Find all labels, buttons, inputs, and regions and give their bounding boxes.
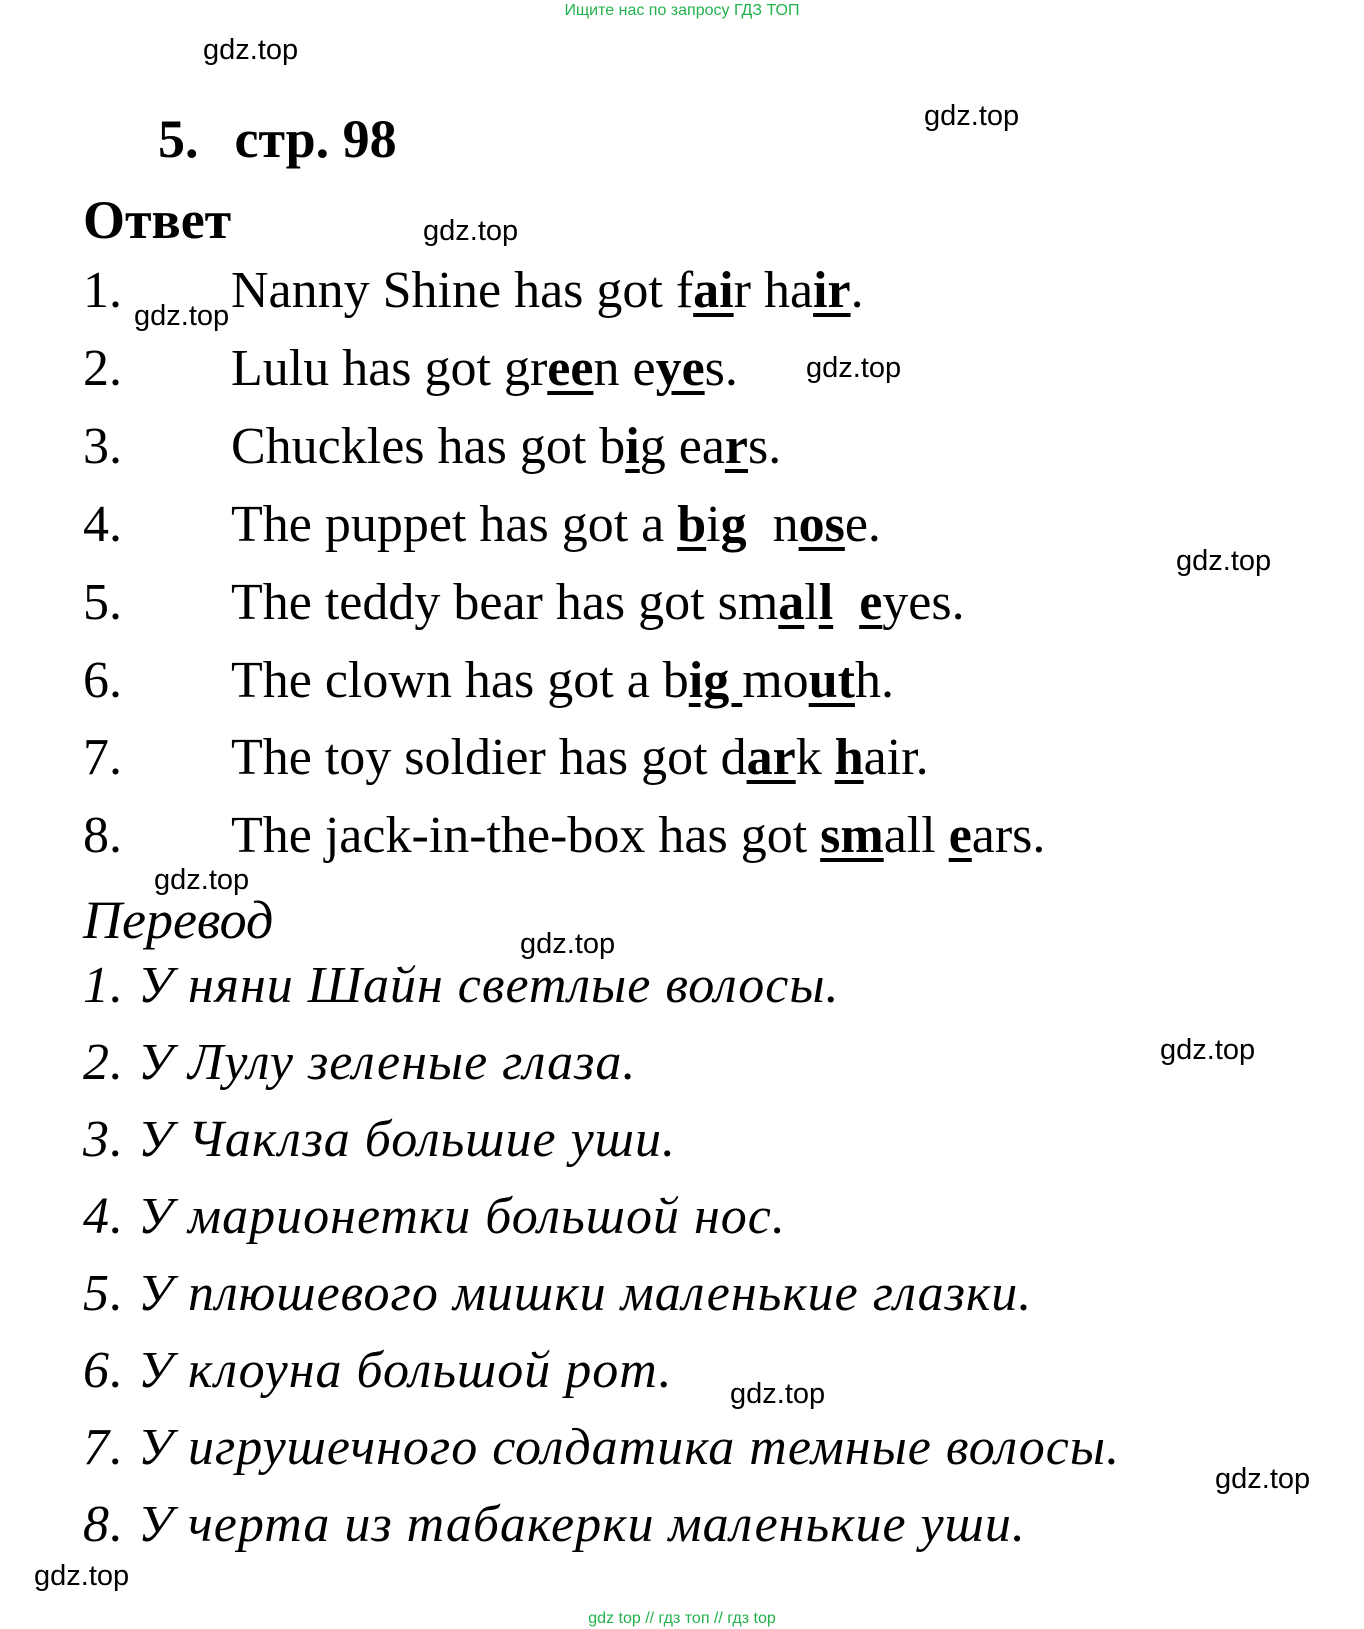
answer-text-part: The puppet has got a <box>231 496 678 553</box>
watermark: gdz.top <box>1215 1463 1311 1495</box>
answer-item <box>83 496 1283 569</box>
answer-text-part: mo <box>742 652 809 709</box>
answer-number: 1. <box>83 262 122 319</box>
page-reference: стр. 98 <box>234 109 397 169</box>
answer-number: 2. <box>83 340 122 397</box>
answer-number: 4. <box>83 496 122 553</box>
answer-text-part: The clown has got a b <box>231 652 689 709</box>
translation-item: 8. У черта из табакерки маленькие уши. <box>83 1496 1026 1553</box>
highlighted-letters: h <box>834 729 864 786</box>
highlighted-letters: e <box>948 807 972 864</box>
answer-text <box>231 574 965 631</box>
highlighted-letters: ye <box>655 340 705 397</box>
answer-text-part: n <box>746 496 799 553</box>
answer-text-part: s. <box>704 340 738 397</box>
highlighted-letters: r <box>724 418 749 475</box>
highlighted-letters: os <box>798 496 845 553</box>
answer-number: 3. <box>83 418 122 475</box>
highlighted-letters: g <box>720 496 747 553</box>
translation-item: 2. У Лулу зеленые глаза. <box>83 1034 637 1091</box>
answer-number: 8. <box>83 807 122 864</box>
translation-item: 1. У няни Шайн светлые волосы. <box>83 957 840 1014</box>
highlighted-letters: b <box>677 496 707 553</box>
answer-text-part: l <box>804 574 819 631</box>
answer-item <box>83 652 1283 725</box>
answer-text-part: h. <box>854 652 894 709</box>
highlighted-letters: ee <box>547 340 594 397</box>
answer-item <box>83 340 1283 413</box>
highlighted-letters: ig <box>688 652 743 709</box>
answer-text-part: all <box>883 807 949 864</box>
translation-item: 5. У плюшевого мишки маленькие глазки. <box>83 1265 1033 1322</box>
answer-item <box>83 262 1283 335</box>
answer-text <box>231 652 894 709</box>
watermark: gdz.top <box>520 928 616 960</box>
watermark: gdz.top <box>924 100 1020 132</box>
answer-text-part: Nanny Shine has got f <box>231 262 694 319</box>
answer-text-part: e. <box>844 496 881 553</box>
footer-links[interactable]: gdz top // гдз топ // гдз top <box>588 1610 776 1627</box>
answer-item <box>83 729 1283 802</box>
highlighted-letters: ai <box>693 262 734 319</box>
answer-text-part: air. <box>863 729 929 786</box>
answer-item <box>83 574 1283 647</box>
watermark: gdz.top <box>154 864 250 896</box>
answer-text <box>231 340 738 397</box>
answer-heading: Ответ <box>83 190 232 250</box>
answer-text-part: k <box>795 729 835 786</box>
watermark: gdz.top <box>730 1378 826 1410</box>
highlighted-letters: ir <box>813 262 851 319</box>
answer-number: 7. <box>83 729 122 786</box>
answer-text-part: g ea <box>639 418 725 475</box>
highlighted-letters: ut <box>808 652 855 709</box>
answer-text-part <box>833 574 859 631</box>
watermark: gdz.top <box>806 352 902 384</box>
answer-text <box>231 496 881 553</box>
answer-text-part: The jack-in-the-box has got <box>231 807 821 864</box>
answer-text-part: The teddy bear has got sm <box>231 574 779 631</box>
answer-text <box>231 807 1046 864</box>
answer-number: 5. <box>83 574 122 631</box>
exercise-number: 5. <box>158 109 199 169</box>
watermark: gdz.top <box>134 300 230 332</box>
answer-text-part: Chuckles has got b <box>231 418 626 475</box>
answer-text-part: n e <box>593 340 656 397</box>
translation-item: 3. У Чаклза большие уши. <box>83 1111 676 1168</box>
answer-text-part: . <box>850 262 864 319</box>
answer-text-part: s. <box>748 418 782 475</box>
highlighted-letters: a <box>778 574 805 631</box>
watermark: gdz.top <box>423 215 519 247</box>
answer-item <box>83 807 1283 880</box>
highlighted-letters: ar <box>746 729 796 786</box>
highlighted-letters: i <box>625 418 640 475</box>
top-banner[interactable]: Ищите нас по запросу ГДЗ ТОП <box>564 2 800 19</box>
watermark: gdz.top <box>34 1560 130 1592</box>
highlighted-letters: sm <box>820 807 884 864</box>
answer-text-part: yes. <box>882 574 965 631</box>
watermark: gdz.top <box>1176 545 1272 577</box>
translation-item: 4. У марионетки большой нос. <box>83 1188 786 1245</box>
watermark: gdz.top <box>1160 1034 1256 1066</box>
answer-item <box>83 418 1283 491</box>
answer-text <box>231 418 782 475</box>
answer-text <box>231 729 929 786</box>
answer-text-part: The toy soldier has got d <box>231 729 747 786</box>
translation-item: 7. У игрушечного солдатика темные волосы. <box>83 1419 1121 1476</box>
answer-text-part: Lulu has got gr <box>231 340 548 397</box>
exercise-title <box>158 109 397 169</box>
highlighted-letters: e <box>859 574 883 631</box>
translation-heading: Перевод <box>83 890 274 950</box>
translation-item: 6. У клоуна большой рот. <box>83 1342 673 1399</box>
answer-text-part: i <box>706 496 721 553</box>
highlighted-letters: l <box>818 574 834 631</box>
answer-number: 6. <box>83 652 122 709</box>
watermark: gdz.top <box>203 34 299 66</box>
answer-text <box>231 262 864 319</box>
answer-text-part: ars. <box>971 807 1046 864</box>
answer-text-part: r ha <box>733 262 814 319</box>
